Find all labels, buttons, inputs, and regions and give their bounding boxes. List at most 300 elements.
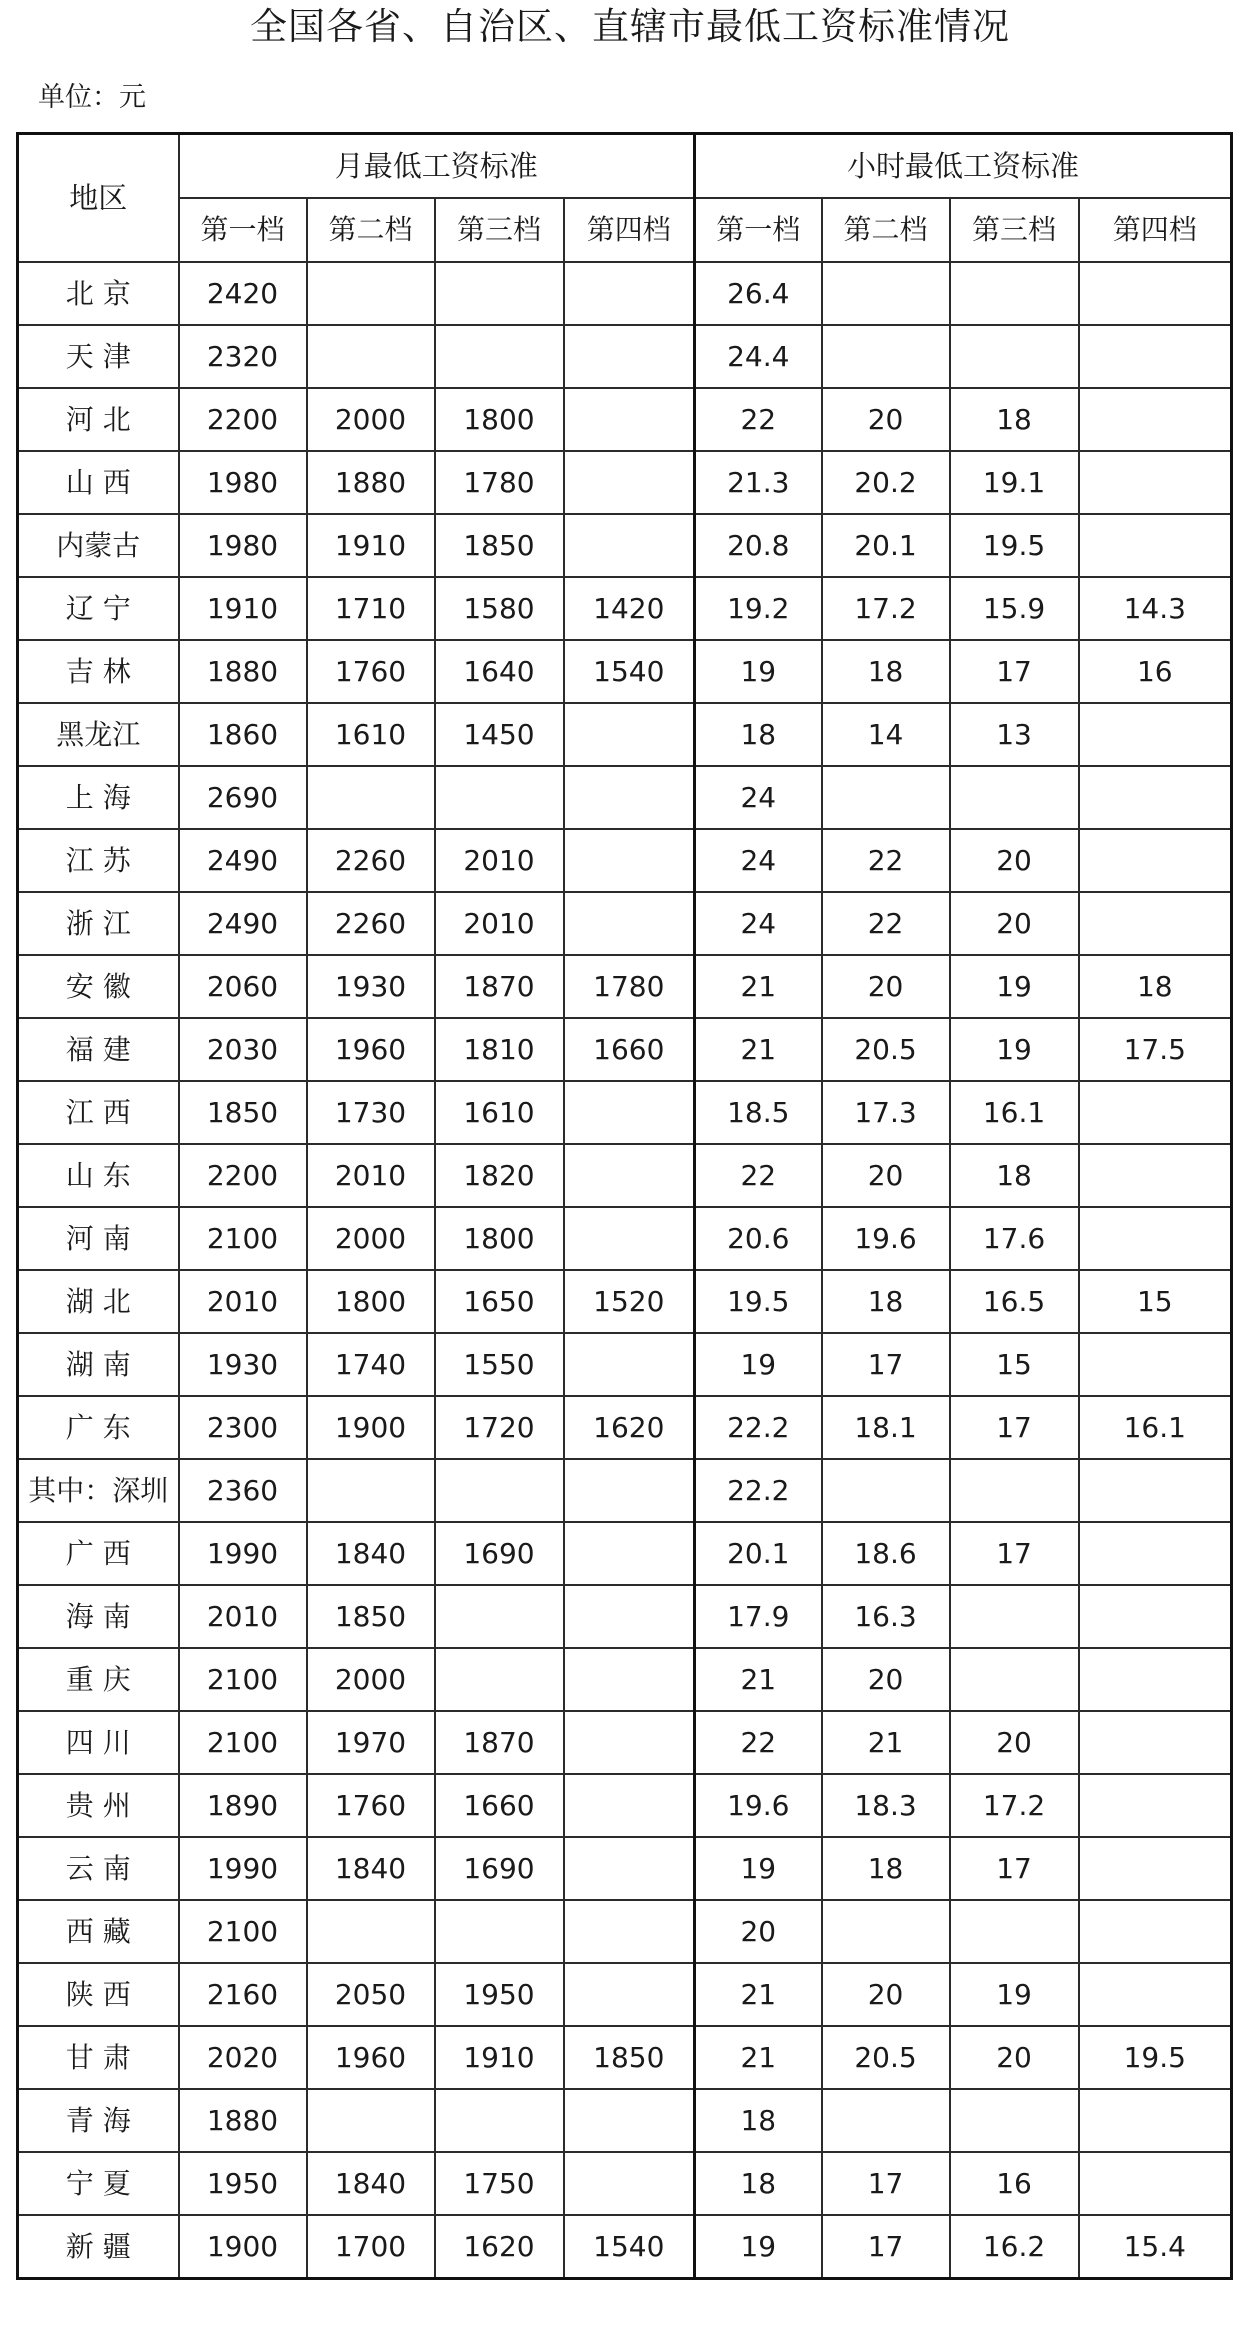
region-cell: 上 海 [18,766,179,829]
monthly-tier-3-cell: 1690 [435,1837,564,1900]
monthly-tier-1-cell: 2160 [179,1963,307,2026]
hourly-tier-3-cell: 15 [950,1333,1079,1396]
hourly-tier-3-cell [950,766,1079,829]
monthly-tier-3-cell: 1750 [435,2152,564,2215]
header-row-tiers [18,198,1232,262]
monthly-tier-4-cell [564,1900,695,1963]
monthly-tier-2-cell [307,2089,435,2152]
hourly-tier-4-cell [1079,388,1232,451]
monthly-tier-2-cell [307,1459,435,1522]
region-cell: 四 川 [18,1711,179,1774]
monthly-tier-2-cell: 2010 [307,1144,435,1207]
monthly-tier-2-cell: 1840 [307,2152,435,2215]
hourly-tier-4-cell: 15 [1079,1270,1232,1333]
monthly-tier-1-cell: 2320 [179,325,307,388]
table-row [18,451,1232,514]
monthly-tier-3-cell: 1850 [435,514,564,577]
region-cell: 西 藏 [18,1900,179,1963]
hourly-tier-2-cell: 22 [822,829,950,892]
region-cell: 河 南 [18,1207,179,1270]
hourly-tier-2-cell: 20.2 [822,451,950,514]
region-cell: 北 京 [18,262,179,325]
table-row [18,1837,1232,1900]
page-title: 全国各省、自治区、直辖市最低工资标准情况 [250,5,1010,48]
hourly-tier-2-cell: 17 [822,2152,950,2215]
hourly-tier-3-cell: 16.5 [950,1270,1079,1333]
monthly-tier-3-cell [435,1459,564,1522]
monthly-tier-2-cell: 1930 [307,955,435,1018]
monthly-tier-4-cell: 1520 [564,1270,695,1333]
monthly-tier-3-cell [435,1648,564,1711]
hourly-tier-4-cell [1079,325,1232,388]
hourly-tier-3-cell: 19.5 [950,514,1079,577]
table-row [18,1081,1232,1144]
monthly-tier-2-header: 第二档 [307,198,435,262]
hourly-tier-1-cell: 21 [695,1018,822,1081]
hourly-tier-4-cell [1079,1333,1232,1396]
hourly-tier-1-cell: 18.5 [695,1081,822,1144]
hourly-tier-1-cell: 19 [695,640,822,703]
monthly-tier-1-cell: 2100 [179,1711,307,1774]
hourly-tier-4-cell [1079,2152,1232,2215]
hourly-tier-4-cell [1079,1774,1232,1837]
region-cell: 宁 夏 [18,2152,179,2215]
monthly-tier-2-cell: 1910 [307,514,435,577]
hourly-tier-3-cell: 19 [950,1963,1079,2026]
header-row-groups [18,134,1232,199]
monthly-tier-4-cell [564,2152,695,2215]
monthly-tier-2-cell: 2000 [307,388,435,451]
monthly-tier-1-cell: 2020 [179,2026,307,2089]
monthly-tier-4-cell [564,1522,695,1585]
hourly-tier-3-cell: 15.9 [950,577,1079,640]
hourly-tier-4-cell [1079,1207,1232,1270]
monthly-tier-1-cell: 2300 [179,1396,307,1459]
monthly-tier-1-cell: 1880 [179,640,307,703]
hourly-tier-4-cell [1079,262,1232,325]
region-column-header: 地区 [18,134,179,263]
hourly-tier-3-cell: 19 [950,955,1079,1018]
hourly-tier-3-cell: 17.2 [950,1774,1079,1837]
region-cell: 福 建 [18,1018,179,1081]
monthly-tier-2-cell [307,325,435,388]
monthly-tier-1-cell: 1950 [179,2152,307,2215]
region-cell: 其中：深圳 [18,1459,179,1522]
hourly-tier-1-cell: 18 [695,2152,822,2215]
monthly-tier-1-cell: 1990 [179,1522,307,1585]
monthly-tier-4-cell [564,766,695,829]
monthly-tier-3-cell: 1580 [435,577,564,640]
region-cell: 云 南 [18,1837,179,1900]
monthly-tier-4-cell [564,2089,695,2152]
monthly-tier-1-cell: 2010 [179,1270,307,1333]
minimum-wage-table [16,132,1233,2280]
monthly-tier-4-cell [564,703,695,766]
hourly-tier-3-header: 第三档 [950,198,1079,262]
monthly-tier-3-cell [435,262,564,325]
hourly-tier-1-cell: 18 [695,2089,822,2152]
hourly-tier-2-cell: 19.6 [822,1207,950,1270]
hourly-tier-4-cell [1079,1522,1232,1585]
hourly-tier-1-cell: 24 [695,766,822,829]
hourly-tier-3-cell [950,262,1079,325]
monthly-tier-3-cell: 2010 [435,829,564,892]
hourly-tier-2-cell [822,262,950,325]
monthly-tier-4-cell: 1420 [564,577,695,640]
hourly-tier-3-cell [950,325,1079,388]
hourly-tier-4-cell [1079,451,1232,514]
table-row [18,1522,1232,1585]
hourly-tier-2-cell: 20 [822,1144,950,1207]
hourly-tier-1-cell: 21 [695,1648,822,1711]
hourly-tier-1-cell: 19.5 [695,1270,822,1333]
monthly-tier-2-cell: 1850 [307,1585,435,1648]
monthly-tier-1-cell: 2490 [179,829,307,892]
monthly-tier-3-cell: 1660 [435,1774,564,1837]
hourly-tier-2-cell: 20.5 [822,2026,950,2089]
table-body [18,262,1232,2279]
hourly-tier-1-header: 第一档 [695,198,822,262]
monthly-tier-1-cell: 2060 [179,955,307,1018]
hourly-tier-3-cell: 17 [950,640,1079,703]
hourly-tier-3-cell [950,2089,1079,2152]
table-row [18,2089,1232,2152]
hourly-tier-2-cell [822,325,950,388]
hourly-tier-2-cell: 21 [822,1711,950,1774]
region-cell: 青 海 [18,2089,179,2152]
monthly-tier-1-cell: 1860 [179,703,307,766]
hourly-tier-3-cell: 19.1 [950,451,1079,514]
monthly-tier-3-cell: 1650 [435,1270,564,1333]
monthly-tier-1-cell: 2490 [179,892,307,955]
hourly-tier-3-cell: 18 [950,1144,1079,1207]
monthly-tier-1-cell: 1930 [179,1333,307,1396]
table-row [18,1459,1232,1522]
monthly-tier-1-cell: 1990 [179,1837,307,1900]
unit-label: 单位：元 [38,82,146,113]
region-cell: 内蒙古 [18,514,179,577]
table-row [18,1774,1232,1837]
hourly-tier-3-cell [950,1585,1079,1648]
region-cell: 广 东 [18,1396,179,1459]
table-row [18,955,1232,1018]
monthly-tier-3-cell: 2010 [435,892,564,955]
region-cell: 湖 北 [18,1270,179,1333]
table-row [18,640,1232,703]
region-cell: 江 西 [18,1081,179,1144]
hourly-tier-2-cell: 18 [822,1837,950,1900]
hourly-tier-2-cell: 17 [822,2215,950,2279]
monthly-tier-3-cell: 1690 [435,1522,564,1585]
monthly-tier-1-cell: 2200 [179,388,307,451]
monthly-tier-2-cell: 1880 [307,451,435,514]
monthly-tier-4-cell [564,1837,695,1900]
monthly-tier-1-cell: 1980 [179,514,307,577]
monthly-tier-4-cell [564,451,695,514]
monthly-tier-2-cell: 2260 [307,829,435,892]
hourly-tier-3-cell: 20 [950,2026,1079,2089]
hourly-tier-1-cell: 22.2 [695,1459,822,1522]
region-cell: 浙 江 [18,892,179,955]
hourly-tier-4-cell [1079,2089,1232,2152]
monthly-tier-2-cell: 2050 [307,1963,435,2026]
hourly-tier-2-cell: 22 [822,892,950,955]
hourly-tier-1-cell: 24 [695,829,822,892]
monthly-tier-2-cell: 1730 [307,1081,435,1144]
hourly-standard-header: 小时最低工资标准 [695,134,1232,199]
hourly-tier-3-cell: 17 [950,1522,1079,1585]
hourly-tier-3-cell [950,1459,1079,1522]
monthly-tier-4-cell [564,1963,695,2026]
region-cell: 江 苏 [18,829,179,892]
monthly-tier-3-cell: 1720 [435,1396,564,1459]
hourly-tier-2-cell: 18.6 [822,1522,950,1585]
monthly-tier-3-cell: 1640 [435,640,564,703]
hourly-tier-2-cell [822,1900,950,1963]
hourly-tier-4-cell [1079,1648,1232,1711]
hourly-tier-2-cell: 16.3 [822,1585,950,1648]
monthly-tier-4-cell [564,1459,695,1522]
monthly-tier-4-cell [564,514,695,577]
hourly-tier-4-cell: 17.5 [1079,1018,1232,1081]
monthly-tier-2-cell: 1960 [307,2026,435,2089]
hourly-tier-1-cell: 22 [695,388,822,451]
hourly-tier-3-cell: 17 [950,1396,1079,1459]
region-cell: 新 疆 [18,2215,179,2279]
monthly-tier-3-cell [435,2089,564,2152]
hourly-tier-1-cell: 19 [695,1837,822,1900]
monthly-tier-2-cell: 1840 [307,1837,435,1900]
hourly-tier-4-cell [1079,892,1232,955]
hourly-tier-2-cell [822,2089,950,2152]
region-cell: 天 津 [18,325,179,388]
hourly-tier-2-cell: 18 [822,1270,950,1333]
monthly-tier-2-cell: 2260 [307,892,435,955]
hourly-tier-2-cell: 14 [822,703,950,766]
hourly-tier-3-cell: 17 [950,1837,1079,1900]
monthly-tier-2-cell: 1710 [307,577,435,640]
monthly-tier-3-cell [435,325,564,388]
monthly-tier-1-cell: 2420 [179,262,307,325]
hourly-tier-4-cell [1079,1585,1232,1648]
hourly-tier-2-cell: 20 [822,388,950,451]
monthly-tier-3-cell: 1950 [435,1963,564,2026]
region-cell: 吉 林 [18,640,179,703]
monthly-tier-1-cell: 1980 [179,451,307,514]
monthly-tier-2-cell: 1740 [307,1333,435,1396]
hourly-tier-1-cell: 17.9 [695,1585,822,1648]
hourly-tier-4-cell [1079,1900,1232,1963]
monthly-tier-1-cell: 2100 [179,1900,307,1963]
region-cell: 安 徽 [18,955,179,1018]
monthly-tier-2-cell: 1610 [307,703,435,766]
table-row [18,703,1232,766]
hourly-tier-3-cell: 16.2 [950,2215,1079,2279]
hourly-tier-2-cell: 20.1 [822,514,950,577]
hourly-tier-2-cell [822,1459,950,1522]
table-row [18,1207,1232,1270]
monthly-tier-3-cell: 1820 [435,1144,564,1207]
hourly-tier-2-cell: 17 [822,1333,950,1396]
hourly-tier-4-cell: 15.4 [1079,2215,1232,2279]
hourly-tier-4-cell [1079,766,1232,829]
region-cell: 辽 宁 [18,577,179,640]
monthly-tier-4-cell [564,1081,695,1144]
region-cell: 山 东 [18,1144,179,1207]
hourly-tier-3-cell [950,1648,1079,1711]
monthly-tier-3-cell: 1810 [435,1018,564,1081]
hourly-tier-2-cell: 17.3 [822,1081,950,1144]
monthly-tier-1-cell: 2690 [179,766,307,829]
hourly-tier-1-cell: 24.4 [695,325,822,388]
hourly-tier-3-cell: 16 [950,2152,1079,2215]
region-cell: 重 庆 [18,1648,179,1711]
table-row [18,2026,1232,2089]
table-row [18,1900,1232,1963]
hourly-tier-1-cell: 20.6 [695,1207,822,1270]
table-row [18,892,1232,955]
hourly-tier-3-cell: 19 [950,1018,1079,1081]
region-cell: 陕 西 [18,1963,179,2026]
hourly-tier-1-cell: 18 [695,703,822,766]
hourly-tier-3-cell: 20 [950,1711,1079,1774]
monthly-tier-1-cell: 2200 [179,1144,307,1207]
monthly-tier-4-cell: 1660 [564,1018,695,1081]
monthly-tier-3-cell: 1800 [435,1207,564,1270]
hourly-tier-1-cell: 24 [695,892,822,955]
monthly-tier-3-cell: 1910 [435,2026,564,2089]
hourly-tier-1-cell: 19.6 [695,1774,822,1837]
monthly-tier-4-cell [564,829,695,892]
region-cell: 甘 肃 [18,2026,179,2089]
hourly-tier-1-cell: 22 [695,1711,822,1774]
hourly-tier-4-cell [1079,1081,1232,1144]
monthly-tier-1-cell: 2100 [179,1648,307,1711]
monthly-tier-3-cell: 1800 [435,388,564,451]
monthly-tier-3-cell: 1610 [435,1081,564,1144]
monthly-tier-4-cell [564,1585,695,1648]
table-row [18,325,1232,388]
hourly-tier-4-header: 第四档 [1079,198,1232,262]
hourly-tier-4-cell: 16.1 [1079,1396,1232,1459]
hourly-tier-1-cell: 21 [695,955,822,1018]
monthly-tier-4-cell [564,1207,695,1270]
monthly-tier-1-cell: 2100 [179,1207,307,1270]
table-row [18,388,1232,451]
table-row [18,1585,1232,1648]
monthly-tier-2-cell [307,1900,435,1963]
hourly-tier-1-cell: 20.8 [695,514,822,577]
monthly-tier-1-cell: 1890 [179,1774,307,1837]
monthly-tier-4-header: 第四档 [564,198,695,262]
hourly-tier-4-cell [1079,829,1232,892]
hourly-tier-4-cell [1079,1144,1232,1207]
monthly-tier-4-cell: 1780 [564,955,695,1018]
monthly-tier-2-cell: 1800 [307,1270,435,1333]
hourly-tier-1-cell: 20 [695,1900,822,1963]
monthly-tier-2-cell: 1700 [307,2215,435,2279]
monthly-tier-3-cell: 1550 [435,1333,564,1396]
monthly-tier-3-cell: 1870 [435,955,564,1018]
table-row [18,2152,1232,2215]
monthly-tier-3-cell [435,1585,564,1648]
monthly-tier-2-cell: 1840 [307,1522,435,1585]
monthly-tier-4-cell: 1850 [564,2026,695,2089]
hourly-tier-3-cell: 20 [950,892,1079,955]
monthly-tier-3-cell: 1780 [435,451,564,514]
hourly-tier-2-cell: 20.5 [822,1018,950,1081]
monthly-tier-1-cell: 1900 [179,2215,307,2279]
table-row [18,1144,1232,1207]
hourly-tier-3-cell: 16.1 [950,1081,1079,1144]
hourly-tier-3-cell [950,1900,1079,1963]
region-cell: 黑龙江 [18,703,179,766]
monthly-tier-3-cell [435,766,564,829]
table-row [18,2215,1232,2279]
monthly-tier-4-cell: 1620 [564,1396,695,1459]
monthly-tier-4-cell: 1540 [564,640,695,703]
hourly-tier-1-cell: 20.1 [695,1522,822,1585]
region-cell: 广 西 [18,1522,179,1585]
region-cell: 贵 州 [18,1774,179,1837]
monthly-tier-2-cell: 1900 [307,1396,435,1459]
hourly-tier-1-cell: 19.2 [695,577,822,640]
monthly-tier-1-cell: 1910 [179,577,307,640]
hourly-tier-1-cell: 19 [695,2215,822,2279]
hourly-tier-3-cell: 18 [950,388,1079,451]
monthly-tier-2-cell: 2000 [307,1648,435,1711]
monthly-tier-1-header: 第一档 [179,198,307,262]
hourly-tier-4-cell [1079,1963,1232,2026]
monthly-tier-1-cell: 1880 [179,2089,307,2152]
hourly-tier-2-cell: 18 [822,640,950,703]
monthly-tier-4-cell [564,262,695,325]
hourly-tier-2-cell [822,766,950,829]
monthly-tier-4-cell: 1540 [564,2215,695,2279]
table-row [18,262,1232,325]
table-row [18,1333,1232,1396]
monthly-tier-3-cell: 1870 [435,1711,564,1774]
hourly-tier-4-cell: 16 [1079,640,1232,703]
monthly-tier-4-cell [564,1648,695,1711]
table-row [18,1963,1232,2026]
monthly-tier-3-cell [435,1900,564,1963]
monthly-tier-3-header: 第三档 [435,198,564,262]
hourly-tier-1-cell: 21.3 [695,451,822,514]
monthly-tier-1-cell: 2360 [179,1459,307,1522]
hourly-tier-2-cell: 18.3 [822,1774,950,1837]
monthly-tier-1-cell: 2030 [179,1018,307,1081]
hourly-tier-4-cell: 19.5 [1079,2026,1232,2089]
table-row [18,1018,1232,1081]
monthly-tier-2-cell: 1960 [307,1018,435,1081]
monthly-tier-3-cell: 1450 [435,703,564,766]
hourly-tier-2-cell: 20 [822,1648,950,1711]
table-row [18,766,1232,829]
hourly-tier-1-cell: 21 [695,2026,822,2089]
table-row [18,577,1232,640]
hourly-tier-1-cell: 19 [695,1333,822,1396]
hourly-tier-4-cell [1079,1459,1232,1522]
region-cell: 海 南 [18,1585,179,1648]
monthly-standard-header: 月最低工资标准 [179,134,695,199]
monthly-tier-2-cell: 1760 [307,1774,435,1837]
table-row [18,1711,1232,1774]
hourly-tier-1-cell: 22.2 [695,1396,822,1459]
hourly-tier-1-cell: 22 [695,1144,822,1207]
hourly-tier-4-cell [1079,1837,1232,1900]
monthly-tier-2-cell: 1760 [307,640,435,703]
